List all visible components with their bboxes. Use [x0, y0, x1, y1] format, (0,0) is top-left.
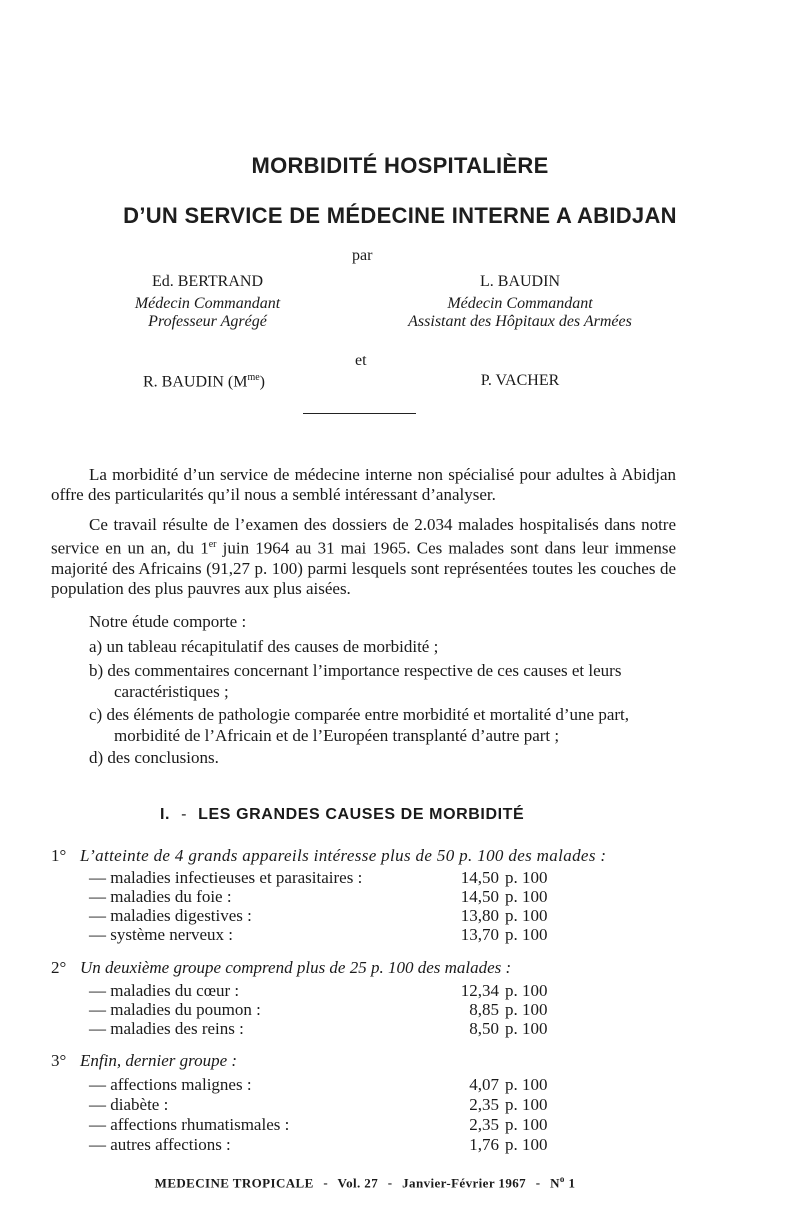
intro-paragraph-1: La morbidité d’un service de médecine interne non spécialisé pour adultes à Abidjan offre des particularités qu’il nous a semblé intéressant d’analyser. — [51, 465, 676, 504]
section-heading — [160, 806, 524, 824]
author-right-role2: Assistant des Hôpitaux des Armées — [408, 313, 632, 330]
intro-paragraph-2: Ce travail résulte de l’examen des dossiers de 2.034 malades hospitalisés dans notre service en un an, du 1er juin 1964 au 31 mai 1965. Ces malades sont dans leur immense majorité des Africains (91,27 p. 100) parmi lesquels sont représentées toutes les couches de population des plus pauvres aux plus aisées. — [51, 515, 676, 598]
list-item: a) un tableau récapitulatif des causes de morbidité ; — [89, 637, 439, 656]
intro-paragraph-3: Notre étude comporte : — [89, 612, 247, 631]
footer-issue-number: 1 — [568, 1175, 576, 1191]
section-title: LES GRANDES CAUSES DE MORBIDITÉ — [198, 806, 525, 823]
table-row: — diabète : 2,35 p. 100 — [89, 1095, 548, 1114]
section-number: I. — [160, 806, 171, 823]
table-row: — maladies des reins : 8,50 p. 100 — [89, 1019, 548, 1038]
footer-date: Janvier-Février 1967 — [402, 1175, 527, 1191]
table-row: — affections malignes : 4,07 p. 100 — [89, 1075, 548, 1094]
group-number: 2° — [51, 958, 67, 977]
footer-sep: - — [323, 1175, 329, 1191]
table-row: — maladies infectieuses et parasitaires : 14,50 p. 100 — [89, 868, 548, 887]
group-title: Un deuxième groupe comprend plus de 25 p. 100 des malades : — [80, 958, 512, 977]
author-bottom-left — [143, 372, 265, 391]
footer-journal: MEDECINE TROPICALE — [154, 1175, 314, 1191]
author-left-name: Ed. BERTRAND — [151, 273, 264, 290]
section-dash: - — [181, 806, 188, 823]
list-item: d) des conclusions. — [89, 748, 219, 767]
author-bottom-left-name: R. BAUDIN (M — [143, 373, 248, 391]
footer-sep: - — [535, 1175, 541, 1191]
table-row: — maladies du foie : 14,50 p. 100 — [89, 887, 548, 906]
table-row: — système nerveux : 13,70 p. 100 — [89, 925, 548, 944]
by-label: par — [352, 247, 373, 264]
group-title: L’atteinte de 4 grands appareils intéresse plus de 50 p. 100 des malades : — [80, 846, 607, 865]
author-left-role1: Médecin Commandant — [134, 295, 281, 312]
page-title-line1: MORBIDITÉ HOSPITALIÈRE — [251, 153, 549, 178]
table-row: — affections rhumatismales : 2,35 p. 100 — [89, 1115, 548, 1134]
author-bottom-right-name: P. VACHER — [480, 372, 560, 389]
author-right-role1: Médecin Commandant — [447, 295, 593, 312]
table-row: — maladies du poumon : 8,85 p. 100 — [89, 1000, 548, 1019]
page-title-line2: D’UN SERVICE DE MÉDECINE INTERNE A ABIDJAN — [123, 203, 677, 228]
page-footer — [0, 1174, 730, 1191]
group-number: 3° — [51, 1051, 67, 1070]
list-item: c) des éléments de pathologie comparée entre morbidité et mortalité d’une part, morbidité de l’Africain et de l’Européen transplanté d’autre part ; — [89, 705, 630, 745]
separator-rule — [303, 413, 416, 414]
author-bottom-left-close: ) — [259, 373, 265, 391]
footer-sep: - — [387, 1175, 393, 1191]
and-label: et — [355, 352, 367, 369]
group-title: Enfin, dernier groupe : — [80, 1051, 238, 1070]
footer-volume: Vol. 27 — [337, 1175, 379, 1191]
table-row: — maladies digestives : 13,80 p. 100 — [89, 906, 548, 925]
group-number: 1° — [51, 846, 67, 865]
footer-issue-sup: o — [559, 1174, 565, 1184]
author-bottom-left-sup: me — [247, 372, 260, 383]
list-item: b) des commentaires concernant l’importance respective de ces causes et leurs caractéristiques ; — [89, 661, 622, 701]
table-row: — autres affections : 1,76 p. 100 — [89, 1135, 548, 1154]
footer-issue-label: N — [550, 1175, 560, 1191]
author-right-name: L. BAUDIN — [480, 273, 560, 290]
table-row: — maladies du cœur : 12,34 p. 100 — [89, 981, 548, 1000]
author-left-role2: Professeur Agrégé — [148, 313, 267, 330]
